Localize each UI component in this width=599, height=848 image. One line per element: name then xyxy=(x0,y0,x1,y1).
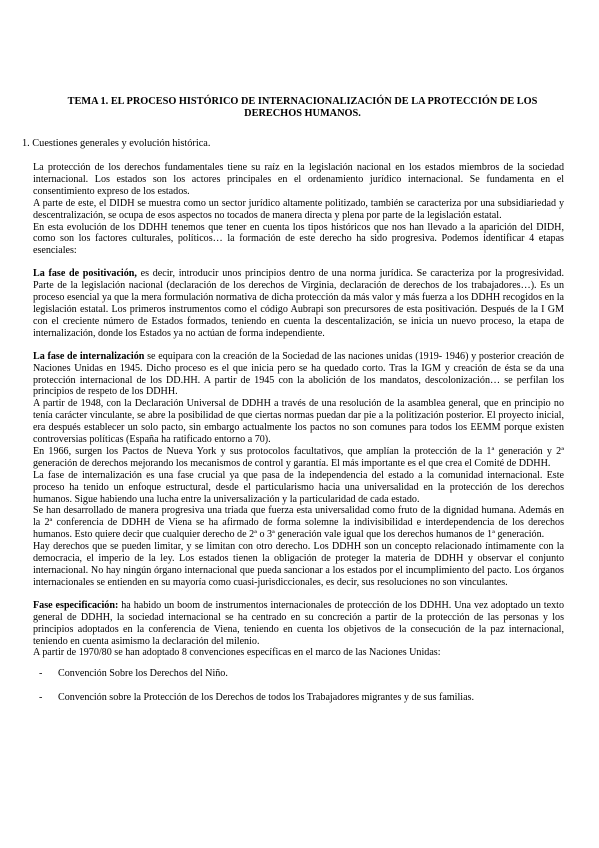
internalizacion-paragraph: A partir de 1948, con la Declaración Universal de DDHH a través de una resolución de la asamblea general, que en principio no tenía carácter vinculante, se abre la posibilidad de que ciertas normas puedan dar pie a la politización posterior. El proyecto inicial, era después establecer un solo pacto, sin embargo actualmente los pactos no son comunes para todos los EEMM porque existen controversias políticas (España ha ratificado entorno a 70). xyxy=(33,398,564,446)
list-item xyxy=(33,692,564,704)
intro-paragraph: A parte de este, el DIDH se muestra como un sector jurídico altamente politizado, también se caracteriza por una subsidiariedad y descentralización, se ocupa de esos aspectos no tocados de manera directa y plena por parte de la legislación estatal. xyxy=(33,197,564,221)
internalizacion-paragraph: En 1966, surgen los Pactos de Nueva York y sus protocolos facultativos, que amplían la protección de la 1ª generación y 2ª generación de derechos mejorando los mecanismos de control y garantía. El más importante es el que crea el Comité de DDHH. xyxy=(33,445,564,469)
list-item xyxy=(33,668,564,680)
list-marker: - xyxy=(39,668,43,680)
internalizacion-paragraph: Se han desarrollado de manera progresiva una triada que fuerza esta universalidad como fruto de la dignidad humana. Además en la 2ª conferencia de DDHH de Viena se ha afirmado de forma solemne la indivisibilidad e interdependencia de los derechos humanos. Esto quiere decir que cualquier derecho de 2ª o 3ª generación vale igual que los derechos humanos de 1ª generación. xyxy=(33,505,564,541)
internalizacion-paragraph: Hay derechos que se pueden limitar, y se limitan con otro derecho. Los DDHH son un concepto relacionado íntimamente con la democracia, el imperio de la ley. Los estados tienen la obligación de proteger la materia de DDHH y observar el conjunto internacional. No hay ningún órgano internacional que pueda sancionar a los estados por el incumplimiento del pacto. Los órganos internacionales se entienden en su mayoría como cuasi-jurisdiccionales, es decir, sus resoluciones no son vinculantes. xyxy=(33,541,564,588)
list-marker: - xyxy=(39,692,43,704)
document-body xyxy=(33,162,564,716)
especificacion-after: A partir de 1970/80 se han adoptado 8 convenciones específicas en el marco de las Naciones Unidas: xyxy=(33,647,441,659)
intro-paragraph: En esta evolución de los DDHH tenemos que tener en cuenta los tipos históricos que nos han llevado a la aparición del DIDH, como son los factores culturales, políticos… la formación de este derecho ha sido progresiva. Podemos identificar 4 etapas esenciales: xyxy=(33,221,564,257)
positivacion-text: es decir, introducir unos principios dentro de una norma jurídica. Se caracteriza por la progresividad. Parte de la legislación nacional (declaración de los derechos de Virginia, declaración de derechos de los trabajadores…). Es un proceso esencial ya que la mera formulación normativa de dicha protección da más valor y más fuerza a los DDHH recogidos en la legislación estatal. Los primeros instrumentos como el código Aubrapi son precursores de esta positivación. Después de la I GM con el creciente número de Estados formados, teniendo en cuenta la descentalización, se inicia un nuevo proceso, la etapa de internalización, donde los Estados ya no actúan de forma independiente. xyxy=(33,268,564,339)
section-heading: 1. Cuestiones generales y evolución histórica. xyxy=(22,138,211,149)
convention-list xyxy=(33,668,564,704)
title-line-1: TEMA 1. EL PROCESO HISTÓRICO DE INTERNACIONALIZACIÓN DE LA PROTECCIÓN DE LOS xyxy=(67,96,538,107)
especificacion-text: ha habido un boom de instrumentos internacionales de protección de los DDHH. Una vez adoptado un texto general de DDHH, la sociedad internacional se ha centrado en su concreción a partir de la protección de las personas y los principios adoptados en la conferencia de Viena, teniendo en cuenta los objetivos de la consecución de la paz internacional, teniendo en cuenta asimismo la declaración del milenio. xyxy=(33,599,564,647)
positivacion-lead: La fase de positivación, xyxy=(33,268,137,280)
internalizacion-paragraph xyxy=(33,351,564,399)
list-item-text: Convención sobre la Protección de los Derechos de todos los Trabajadores migrantes y de sus familias. xyxy=(58,692,475,704)
internalizacion-text: se equipara con la creación de la Sociedad de las naciones unidas (1919- 1946) y posterior creación de Naciones Unidas en 1945. Dicho proceso es el que inicia pero se ha quedado corto. Tras la IGM y creación de ésta se da una protección internacional de los DD.HH. A partir de 1945 con la abolición de los mandatos, descolonización… se perfilan los principios de respeto de los DDHH. xyxy=(33,350,564,398)
intro-paragraph: La protección de los derechos fundamentales tiene su raíz en la legislación nacional en los estados miembros de la sociedad internacional. Los estados son los actores principales en el ordenamiento jurídico internacional. Se fundamenta en el consentimiento expreso de los estados. xyxy=(33,162,564,197)
title-line-2: DERECHOS HUMANOS. xyxy=(244,108,361,119)
internalizacion-paragraph: La fase de internalización es una fase crucial ya que pasa de la independencia del estado a la comunidad internacional. Este proceso ha tenido un enfoque estructural, desde el particularismo hacia una universalidad en la protección de los derechos humanos. Sigue habiendo una lucha entre la universalización y la particularidad de cada estado. xyxy=(33,469,564,505)
document-title xyxy=(40,96,565,120)
especificacion-lead: Fase especificación: xyxy=(33,599,119,611)
internalizacion-lead: La fase de internalización xyxy=(33,350,145,362)
especificacion-paragraph xyxy=(33,600,564,648)
positivacion-paragraph xyxy=(33,268,564,339)
list-item-text: Convención Sobre los Derechos del Niño. xyxy=(58,668,228,680)
